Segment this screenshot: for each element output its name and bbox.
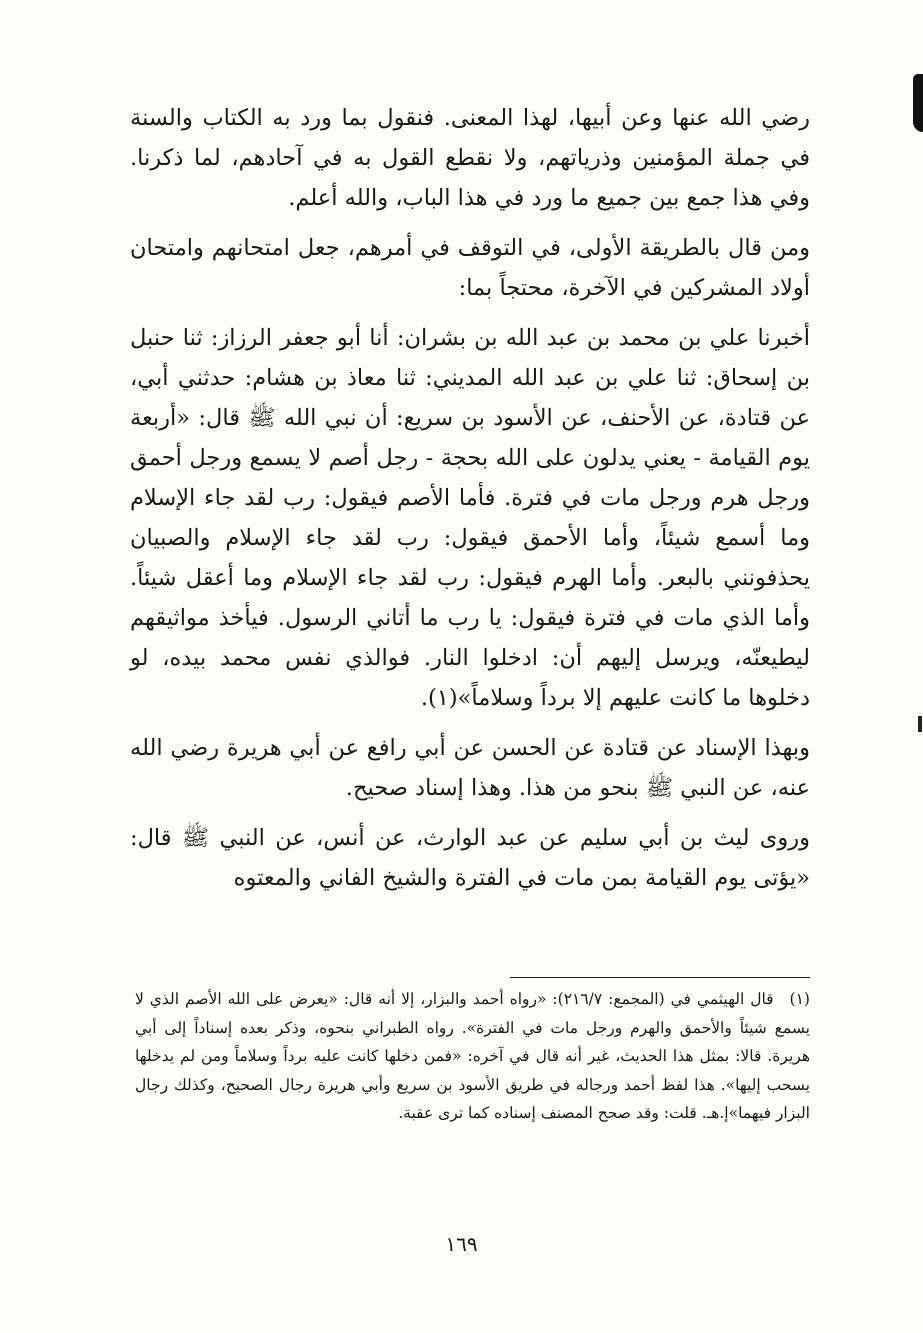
paragraph-2: ومن قال بالطريقة الأولى، في التوقف في أمرهم، جعل امتحانهم وامتحان أولاد المشركين في الآخرة، محتجاً بما: (130, 235, 810, 301)
paragraph-5: وروى ليث بن أبي سليم عن عبد الوارث، عن أنس، عن النبي ﷺ قال: «يؤتى يوم القيامة بمن مات في الفترة والشيخ الفاني والمعتوه (130, 825, 810, 891)
page-number: ١٦٩ (445, 1232, 478, 1256)
binding-mark (913, 74, 923, 132)
paragraph-1: رضي الله عنها وعن أبيها، لهذا المعنى. فنقول بما ورد به الكتاب والسنة في جملة المؤمنين وذرياتهم، ولا نقطع القول به في آحادهم، لما ذكرنا. وفي هذا جمع بين جميع ما ورد في هذا الباب، والله أعلم. (130, 105, 810, 211)
paragraph-3: أخبرنا علي بن محمد بن عبد الله بن بشران: أنا أبو جعفر الرزاز: ثنا حنبل بن إسحاق: ثنا علي بن عبد الله المديني: ثنا معاذ بن هشام: حدثني أبي، عن قتادة، عن الأحنف، عن الأسود بن سريع: أن نبي الله ﷺ قال: «أربعة يوم القيامة - يعني يدلون على الله بحجة - رجل أصم لا يسمع ورجل أحمق ورجل هرم ورجل مات في فترة. فأما الأصم فيقول: رب لقد جاء الإسلام وما أسمع شيئاً، وأما الأحمق فيقول: رب لقد جاء الإسلام والصبيان يحذفونني بالبعر. وأما الهرم فيقول: رب لقد جاء الإسلام وما أعقل شيئاً. وأما الذي مات في فترة فيقول: يا رب ما أتاني الرسول. فيأخذ مواثيقهم ليطيعنّه، ويرسل إليهم أن: ادخلوا النار. فوالذي نفس محمد بيده، لو دخلوها ما كانت عليهم إلا برداً وسلاماً»(١). (130, 325, 810, 711)
edge-mark (918, 716, 922, 732)
paragraph-4: وبهذا الإسناد عن قتادة عن الحسن عن أبي رافع عن أبي هريرة رضي الله عنه، عن النبي ﷺ بنحو من هذا. وهذا إسناد صحيح. (130, 735, 810, 801)
footnote-number: (١) (789, 990, 810, 1008)
footnote (135, 985, 810, 1128)
footnote-separator (510, 977, 810, 978)
footnote-text: قال الهيثمي في (المجمع: ٢١٦/٧): «رواه أحمد والبزار، إلا أنه قال: «يعرض على الله الأصم الذي لا يسمع شيئاً والأحمق والهرم ورجل مات في الفترة». رواه الطبراني بنحوه، وذكر بعده إسناداً إلى أبي هريرة. قالا: بمثل هذا الحديث، غير أنه قال في آخره: «فمن دخلها كانت عليه برداً وسلاماً ومن لم يدخلها يسحب إليها». هذا لفظ أحمد ورجاله في طريق الأسود بن سريع وأبي هريرة رجال الصحيح، وكذلك رجال البزار فيهما»إ.هـ. قلت: وقد صحح المصنف إسناده كما ترى عقبة. (135, 990, 810, 1122)
main-text (130, 98, 810, 898)
